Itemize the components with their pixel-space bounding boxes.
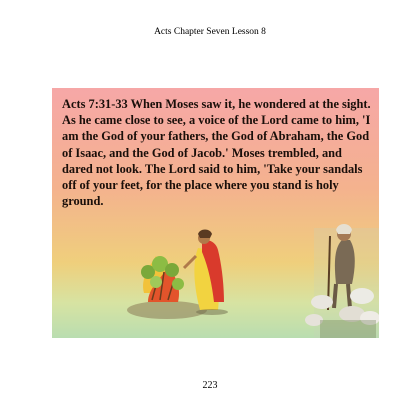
shepherd-with-sheep-illustration xyxy=(305,224,379,338)
slide-illustrations xyxy=(52,88,379,338)
page-header-title: Acts Chapter Seven Lesson 8 xyxy=(154,27,266,37)
lesson-slide xyxy=(52,88,379,338)
moses-kneeling-illustration xyxy=(184,230,228,316)
page-number: 223 xyxy=(202,380,218,391)
verse-text: Acts 7:31-33 When Moses saw it, he wondered at the sight. As he came close to see, a voice of the Lord came to him, 'I am the God of your fathers, the God of Abraham, the God of Isaac, and the God of Jacob.' Moses trembled, and dared not look. The Lord said to him, 'Take your sandals off of your feet, for the place where you stand is holy ground. xyxy=(62,97,371,209)
